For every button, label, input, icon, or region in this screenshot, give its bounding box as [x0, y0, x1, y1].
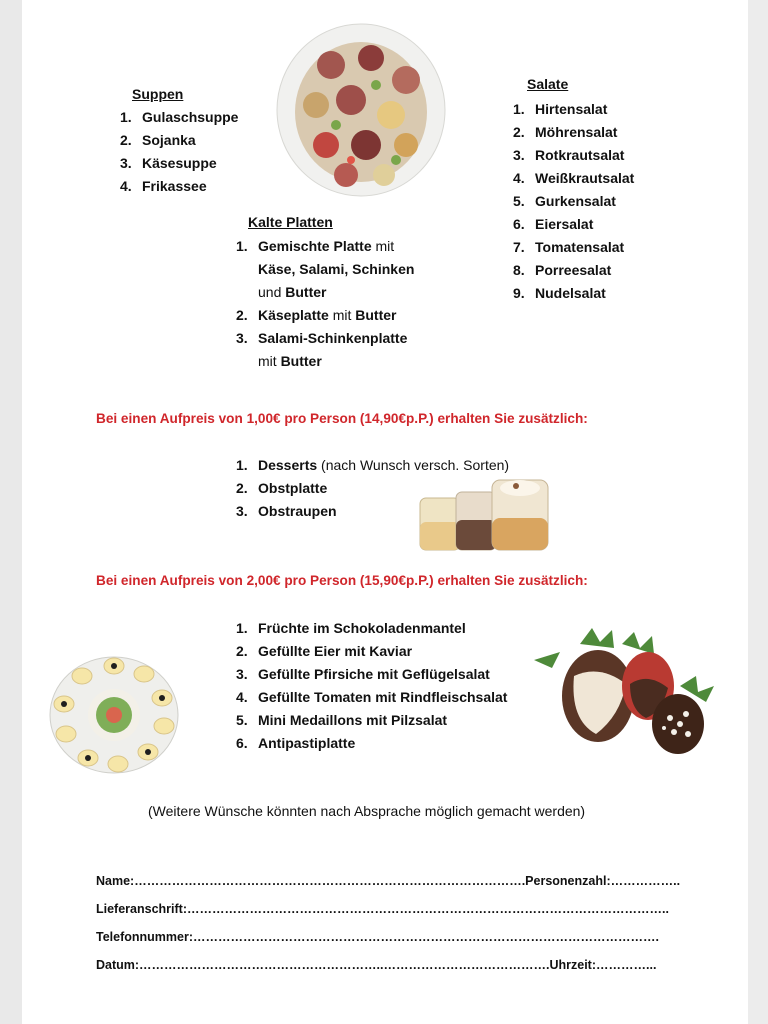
right-frame: [748, 0, 768, 1024]
kalte-platten-heading: Kalte Platten: [248, 214, 333, 230]
suppen-list: [120, 106, 238, 198]
phone-field[interactable]: Telefonnummer:………………………………………………………………………………………………….: [96, 930, 659, 944]
list-item: 7. Tomatensalat: [513, 239, 625, 255]
kalte-platten-list: [236, 235, 414, 373]
list-item: 2. Möhrensalat: [513, 124, 618, 140]
name-field[interactable]: Name:………………………………………………………………………………….Personenzahl:……………..: [96, 874, 681, 888]
list-item: 2. Sojanka: [120, 132, 196, 148]
list-item: 6. Eiersalat: [513, 216, 594, 232]
list-item: 8. Porreesalat: [513, 262, 612, 278]
list-item: 3. Gefüllte Pfirsiche mit Geflügelsalat: [236, 666, 490, 682]
menu-page: [22, 0, 748, 1024]
list-item: 6. Antipastiplatte: [236, 735, 356, 751]
list-item: 1. Früchte im Schokoladenmantel: [236, 620, 466, 636]
delivery-address-field[interactable]: Lieferanschrift:……………………………………………………………………………………………………..: [96, 902, 669, 916]
list-item: 4. Frikassee: [120, 178, 207, 194]
surcharge-2-text: Bei einen Aufpreis von 2,00€ pro Person (15,90€p.P.) erhalten Sie zusätzlich:: [96, 573, 588, 588]
salate-heading: Salate: [527, 76, 569, 92]
list-item: 1. Gulaschsuppe: [120, 109, 239, 125]
list-item: 1. Desserts (nach Wunsch versch. Sorten): [236, 457, 510, 473]
list-item: 1. Hirtensalat: [513, 101, 608, 117]
list-item: 2. Gefüllte Eier mit Kaviar: [236, 643, 413, 659]
stuffed-eggs-image: [48, 654, 180, 776]
chocolate-strawberries-image: [530, 624, 726, 762]
list-item: 3. Käsesuppe: [120, 155, 217, 171]
salate-list: [513, 98, 634, 305]
list-item: 5. Mini Medaillons mit Pilzsalat: [236, 712, 448, 728]
date-time-field[interactable]: Datum:…………………………………………………..………………………………….Uhrzeit:…………...: [96, 958, 657, 972]
list-item: 3. Salami-Schinkenplatte mit Butter: [236, 330, 408, 369]
list-item: 9. Nudelsalat: [513, 285, 606, 301]
list-item: 4. Weißkrautsalat: [513, 170, 635, 186]
surcharge-2-list: [236, 617, 507, 755]
list-item: 4. Gefüllte Tomaten mit Rindfleischsalat: [236, 689, 508, 705]
cold-platter-image: [276, 20, 446, 198]
list-item: 3. Rotkrautsalat: [513, 147, 625, 163]
list-item: 1. Gemischte Platte mit Käse, Salami, Schinken und Butter: [236, 238, 415, 300]
list-item: 2. Obstplatte: [236, 480, 328, 496]
suppen-heading: Suppen: [132, 86, 184, 102]
desserts-image: [416, 474, 556, 556]
surcharge-1-text: Bei einen Aufpreis von 1,00€ pro Person (14,90€p.P.) erhalten Sie zusätzlich:: [96, 411, 588, 426]
list-item: 3. Obstraupen: [236, 503, 337, 519]
list-item: 2. Käseplatte mit Butter: [236, 307, 397, 323]
list-item: 5. Gurkensalat: [513, 193, 616, 209]
additional-wishes-note: (Weitere Wünsche könnten nach Absprache möglich gemacht werden): [148, 803, 586, 819]
left-frame: [0, 0, 22, 1024]
